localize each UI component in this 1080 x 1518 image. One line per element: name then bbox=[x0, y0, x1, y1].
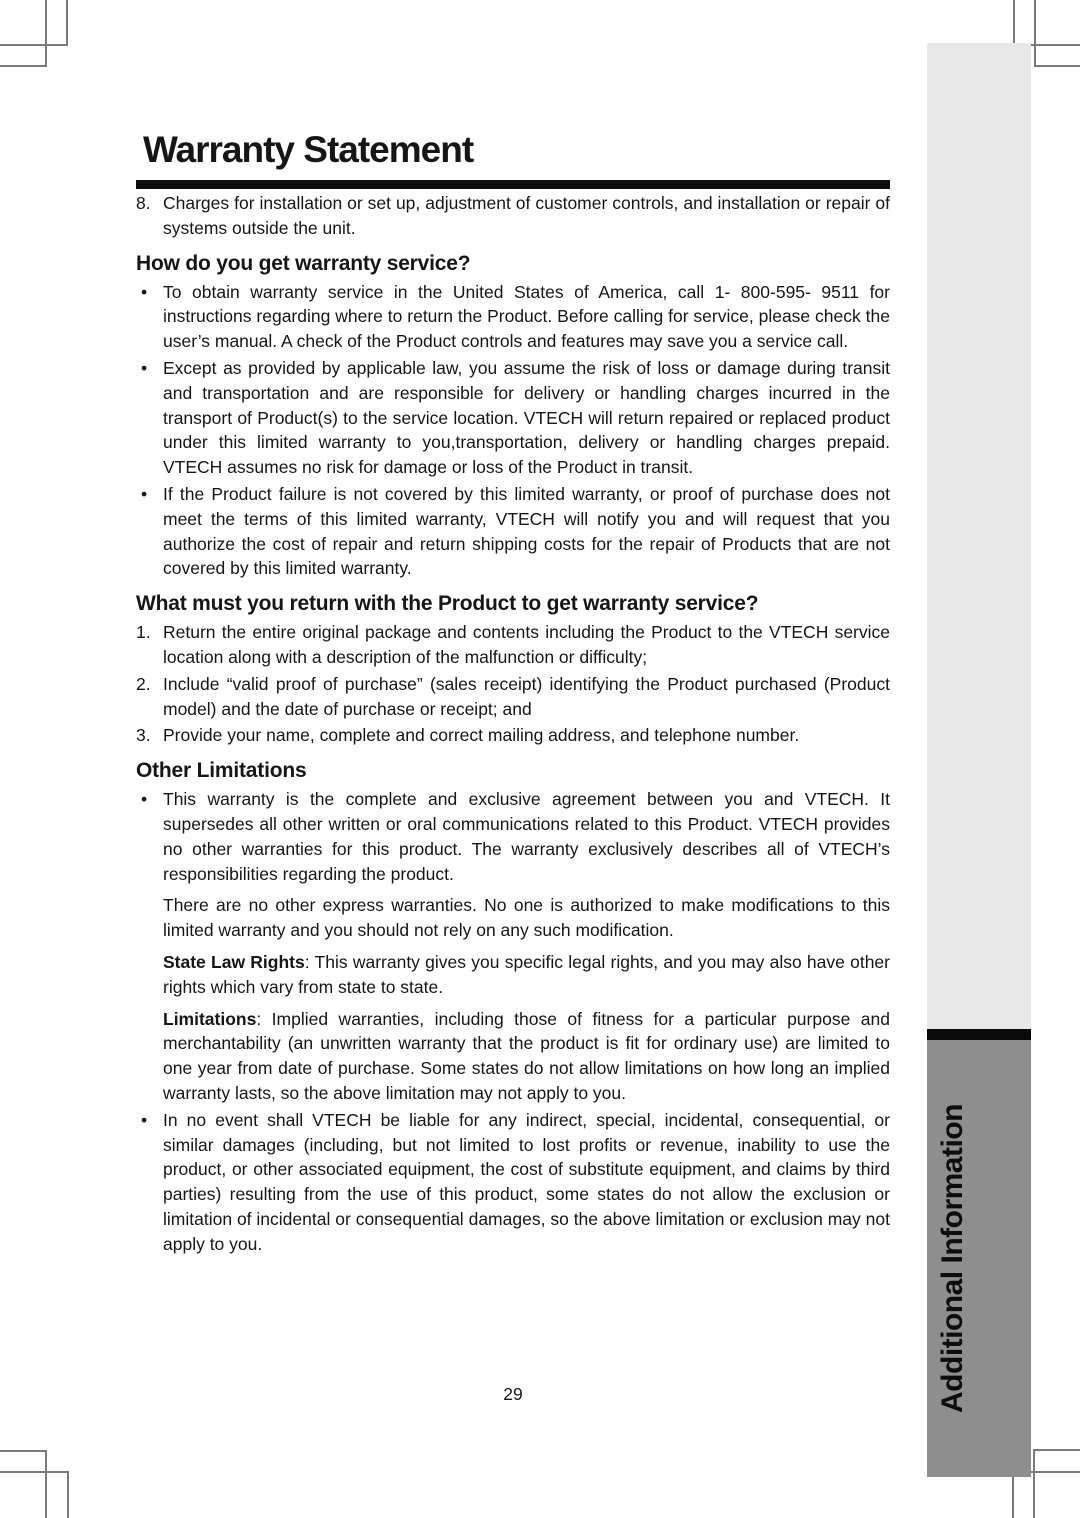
bullet-marker: • bbox=[141, 1109, 148, 1130]
item-text: To obtain warranty service in the United States of America, call 1- 800-595- 9511 for instructions regarding where to return the Product. Before calling for service, please check the user’s manual. A check of the Product controls and features may save you a service call. bbox=[163, 281, 890, 352]
page-number: 29 bbox=[503, 1384, 523, 1404]
list-item bbox=[136, 482, 890, 581]
crop-mark bbox=[45, 0, 47, 66]
list-item bbox=[136, 787, 890, 886]
page-title: Warranty Statement bbox=[143, 129, 474, 170]
paragraph-limitations bbox=[136, 1007, 890, 1106]
sidebar-black-bar bbox=[927, 1029, 1031, 1040]
item-text: Return the entire original package and contents including the Product to the VTECH service location along with a description of the malfunction or difficulty; bbox=[163, 622, 890, 667]
crop-mark bbox=[1012, 1471, 1014, 1518]
sidebar-tab-label: Additional Information bbox=[936, 1104, 969, 1413]
crop-mark bbox=[1034, 65, 1080, 67]
crop-mark bbox=[66, 0, 68, 45]
bullet-marker: • bbox=[141, 789, 148, 810]
crop-mark bbox=[0, 44, 68, 46]
item-text: Provide your name, complete and correct mailing address, and telephone number. bbox=[163, 725, 800, 746]
bullet-marker: • bbox=[141, 483, 148, 504]
limitations-text: : Implied warranties, including those of fitness for a particular purpose and merchantability (an unwritten warranty that the product is fit for ordinary use) are limited to one year from date of purchase. Some states do not allow limitations on how long an implied warranty lasts, so the above limitation may not apply to you. bbox=[163, 1008, 890, 1103]
list-item bbox=[136, 1108, 890, 1257]
list-item bbox=[136, 280, 890, 354]
item-marker: 8. bbox=[136, 193, 151, 213]
crop-mark bbox=[67, 1471, 69, 1518]
section-heading-warranty-service: How do you get warranty service? bbox=[136, 251, 471, 275]
paragraph-no-express-warranties: There are no other express warranties. No one is authorized to make modifications to this limited warranty and you should not rely on any such modification. bbox=[163, 895, 890, 941]
crop-mark bbox=[0, 1450, 47, 1452]
main-content bbox=[136, 128, 890, 1256]
item-text: In no event shall VTECH be liable for any indirect, special, incidental, consequential, or similar damages (including, but not limited to lost profits or revenue, inability to use the product, or other associated equipment, the cost of substitute equipment, and claims by third parties) resulting from the use of this product, some states do not allow the exclusion or limitation of incidental or consequential damages, so the above limitation or exclusion may not apply to you. bbox=[163, 1109, 890, 1254]
state-law-rights-text: : This warranty gives you specific legal rights, and you may also have other rights which vary from state to state. bbox=[163, 951, 890, 997]
paragraph-state-law-rights bbox=[136, 950, 890, 1000]
limitations-lead: Limitations bbox=[163, 1008, 257, 1029]
item-text: Charges for installation or set up, adjustment of customer controls, and installation or repair of systems outside the unit. bbox=[163, 193, 890, 238]
list-item bbox=[136, 672, 890, 722]
title-rule bbox=[136, 180, 890, 189]
section-heading-return-requirements: What must you return with the Product to get warranty service? bbox=[136, 592, 759, 616]
crop-mark bbox=[1033, 1449, 1080, 1451]
item-marker: 1. bbox=[136, 622, 151, 643]
bullet-marker: • bbox=[141, 281, 148, 302]
item-text: Except as provided by applicable law, you assume the risk of loss or damage during transit and transportation and are responsible for delivery or handling charges incurred in the transport of Product(s) to the service location. VTECH will return repaired or replaced product under this limited warranty to you,transportation, delivery or handling charges prepaid. VTECH assumes no risk for damage or loss of the Product in transit. bbox=[163, 357, 890, 478]
list-item bbox=[136, 620, 890, 670]
crop-mark bbox=[1013, 0, 1015, 45]
item-text: If the Product failure is not covered by this limited warranty, or proof of purchase does not meet the terms of this limited warranty, VTECH will notify you and will request that you authorize the cost of repair and return shipping costs for the repair of Products that are not covered by this limited warranty. bbox=[163, 483, 890, 579]
crop-mark bbox=[0, 1471, 69, 1473]
crop-mark bbox=[45, 1450, 47, 1518]
item-text: Include “valid proof of purchase” (sales receipt) identifying the Product purchased (Product model) and the date of purchase or receipt; and bbox=[163, 673, 890, 719]
item-marker: 3. bbox=[136, 725, 151, 746]
state-law-rights-lead: State Law Rights bbox=[163, 951, 305, 972]
bullet-marker: • bbox=[141, 357, 148, 378]
crop-mark bbox=[1034, 0, 1036, 66]
list-item bbox=[136, 723, 890, 748]
section-heading-other-limitations: Other Limitations bbox=[136, 759, 307, 783]
item-marker: 2. bbox=[136, 673, 151, 694]
sidebar-light-strip bbox=[927, 43, 1031, 1029]
list-item bbox=[136, 191, 890, 241]
item-text: This warranty is the complete and exclusive agreement between you and VTECH. It supersedes all other written or oral communications related to this Product. VTECH provides no other warranties for this product. The warranty exclusively describes all of VTECH’s responsibilities regarding the product. bbox=[163, 789, 890, 884]
crop-mark bbox=[1033, 1449, 1035, 1518]
list-item bbox=[136, 356, 890, 480]
crop-mark bbox=[0, 65, 47, 67]
